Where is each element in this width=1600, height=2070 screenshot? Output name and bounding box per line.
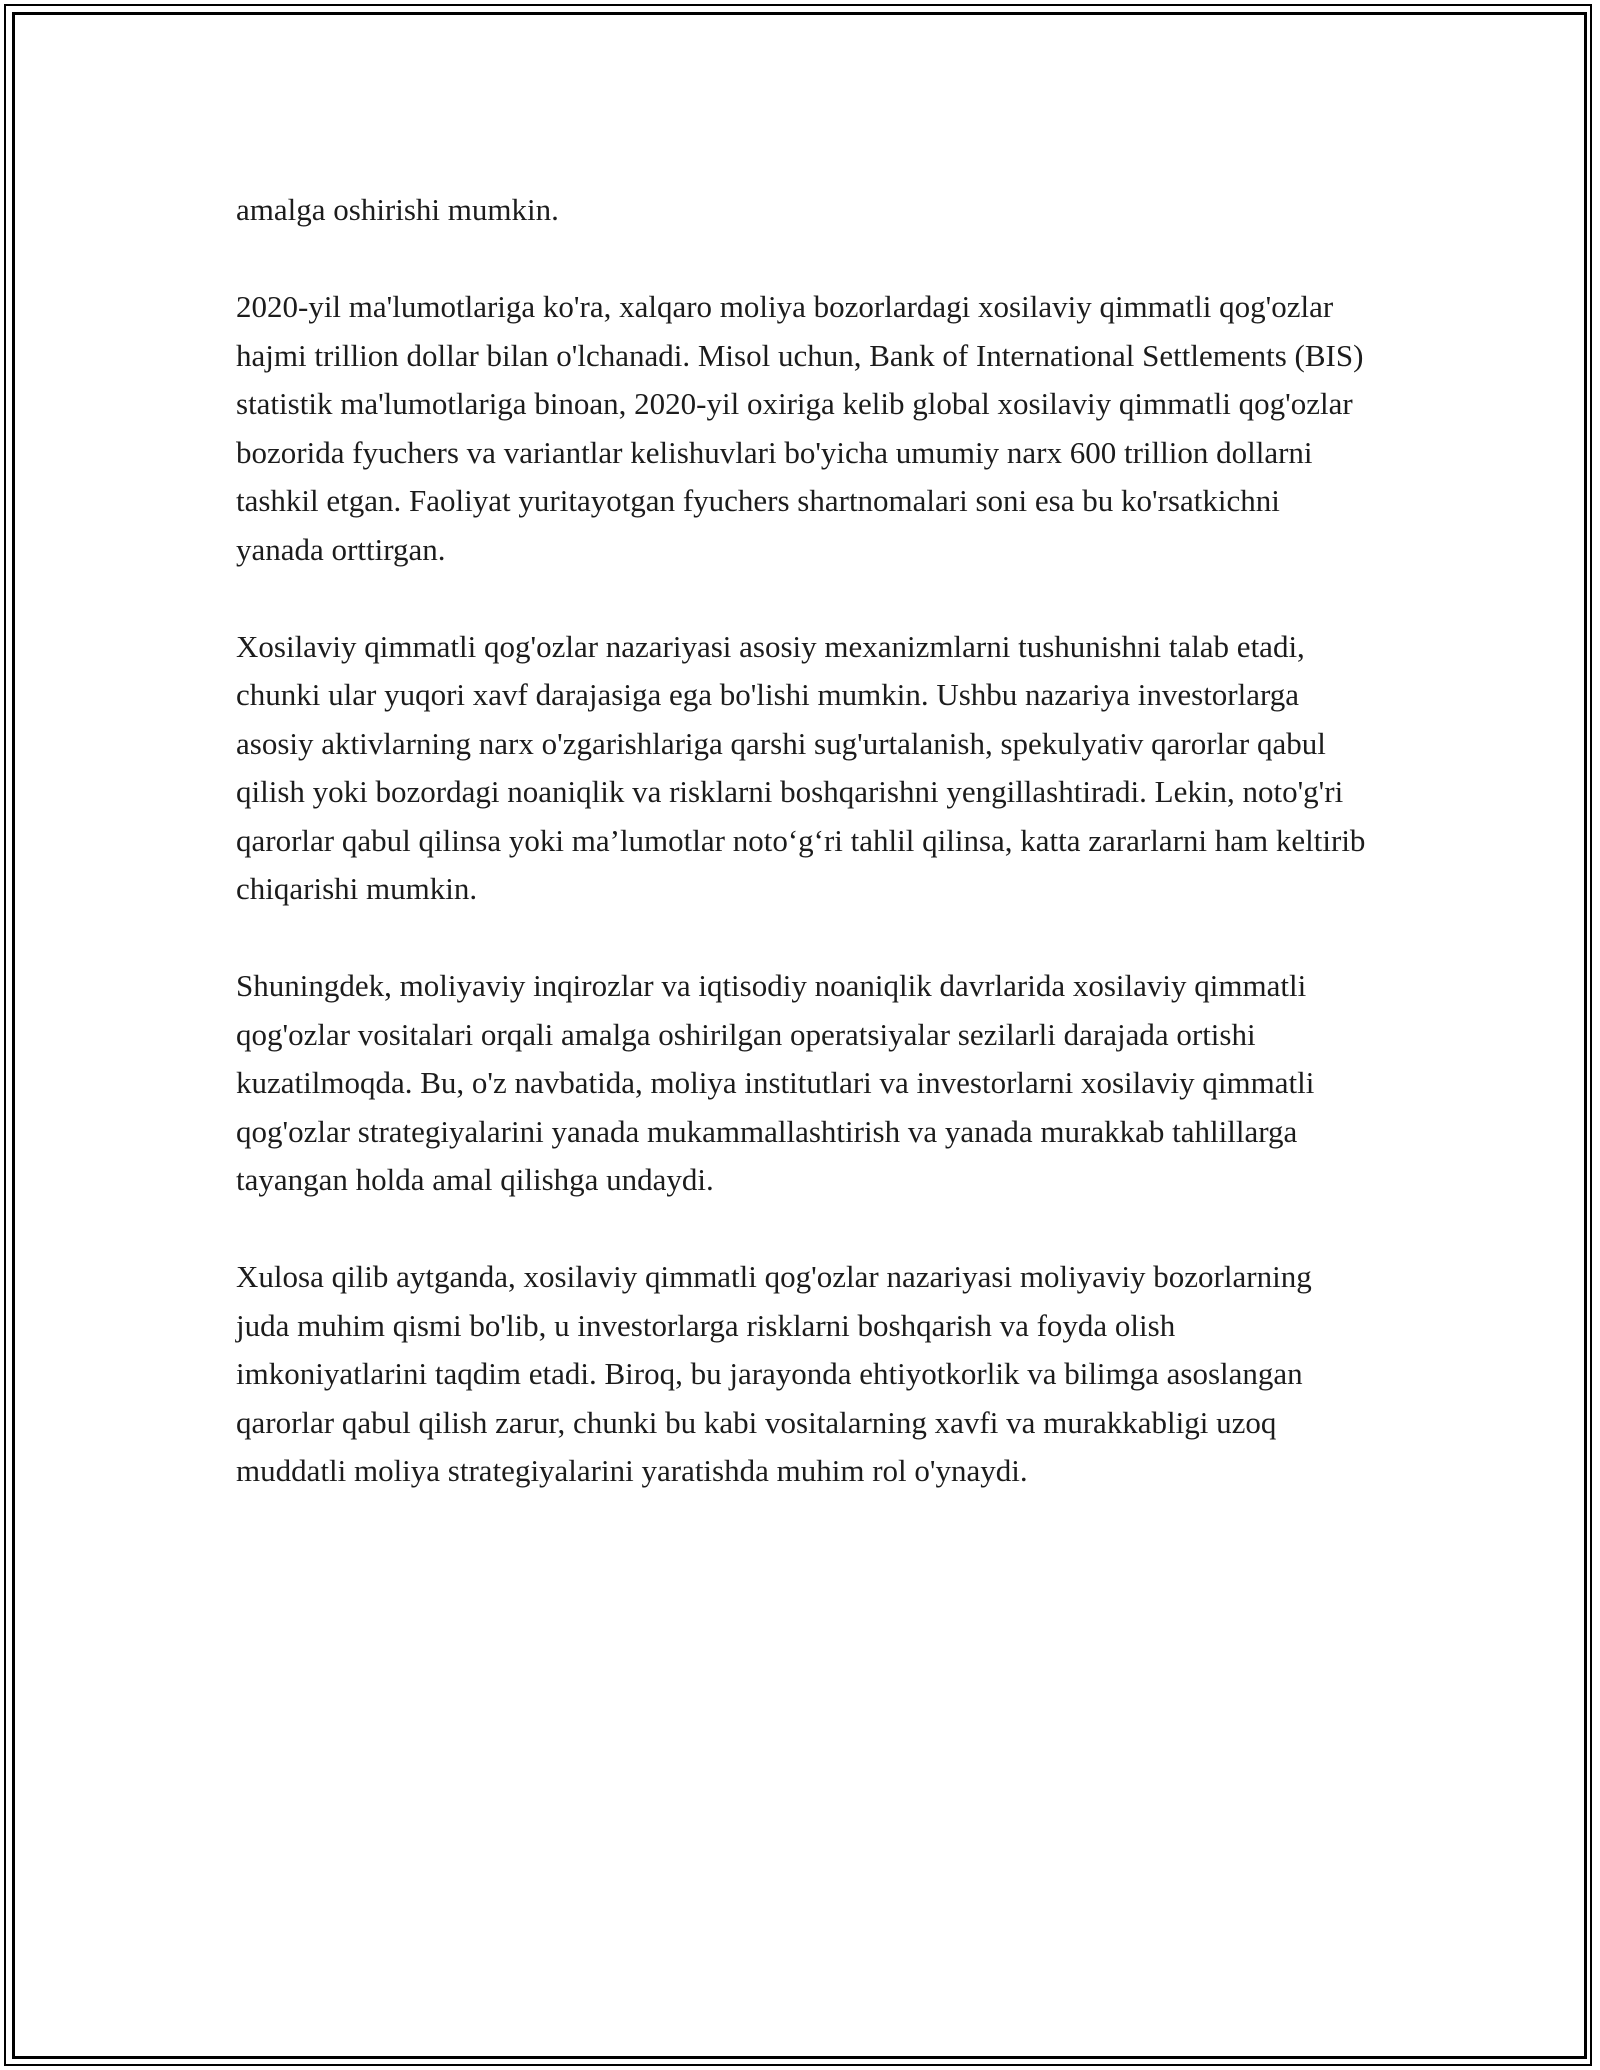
paragraph-continuation: amalga oshirishi mumkin. <box>236 192 559 227</box>
paragraph-crisis-periods: Shuningdek, moliyaviy inqirozlar va iqtisodiy noaniqlik davrlarida xosilaviy qimmatli qog'ozlar vositalari orqali amalga oshirilgan operatsiyalar sezilarli darajada ortishi kuzatilmoqda. Bu, o'z navbatida, moliya institutlari va investorlarni xosilaviy qimmatli qog'ozlar strategiyalarini yanada mukammallashtirish va yanada murakkab tahlillarga tayangan holda amal qilishga undaydi. <box>236 968 1315 1197</box>
paragraph-theory-risks: Xosilaviy qimmatli qog'ozlar nazariyasi asosiy mexanizmlarni tushunishni talab etadi, chunki ular yuqori xavf darajasiga ega bo'lishi mumkin. Ushbu nazariya investorlarga asosiy aktivlarning narx o'zgarishlariga qarshi sug'urtalanish, spekulyativ qarorlar qabul qilish yoki bozordagi noaniqlik va risklarni boshqarishni yengillashtiradi. Lekin, noto'g'ri qarorlar qabul qilinsa yoki ma’lumotlar noto‘g‘ri tahlil qilinsa, katta zararlarni ham keltirib chiqarishi mumkin. <box>236 628 1366 906</box>
document-body <box>236 186 1371 1496</box>
paragraph-conclusion: Xulosa qilib aytganda, xosilaviy qimmatli qog'ozlar nazariyasi moliyaviy bozorlarning juda muhim qismi bo'lib, u investorlarga risklarni boshqarish va foyda olish imkoniyatlarini taqdim etadi. Biroq, bu jarayonda ehtiyotkorlik va bilimga asoslangan qarorlar qabul qilish zarur, chunki bu kabi vositalarning xavfi va murakkabligi uzoq muddatli moliya strategiyalarini yaratishda muhim rol o'ynaydi. <box>236 1259 1312 1488</box>
paragraph-market-volume: 2020-yil ma'lumotlariga ko'ra, xalqaro moliya bozorlardagi xosilaviy qimmatli qog'ozlar hajmi trillion dollar bilan o'lchanadi. Misol uchun, Bank of International Settlements (BIS) statistik ma'lumotlariga binoan, 2020-yil oxiriga kelib global xosilaviy qimmatli qog'ozlar bozorida fyuchers va variantlar kelishuvlari bo'yicha umumiy narx 600 trillion dollarni tashkil etgan. Faoliyat yuritayotgan fyuchers shartnomalari soni esa bu ko'rsatkichni yanada orttirgan. <box>236 289 1364 567</box>
